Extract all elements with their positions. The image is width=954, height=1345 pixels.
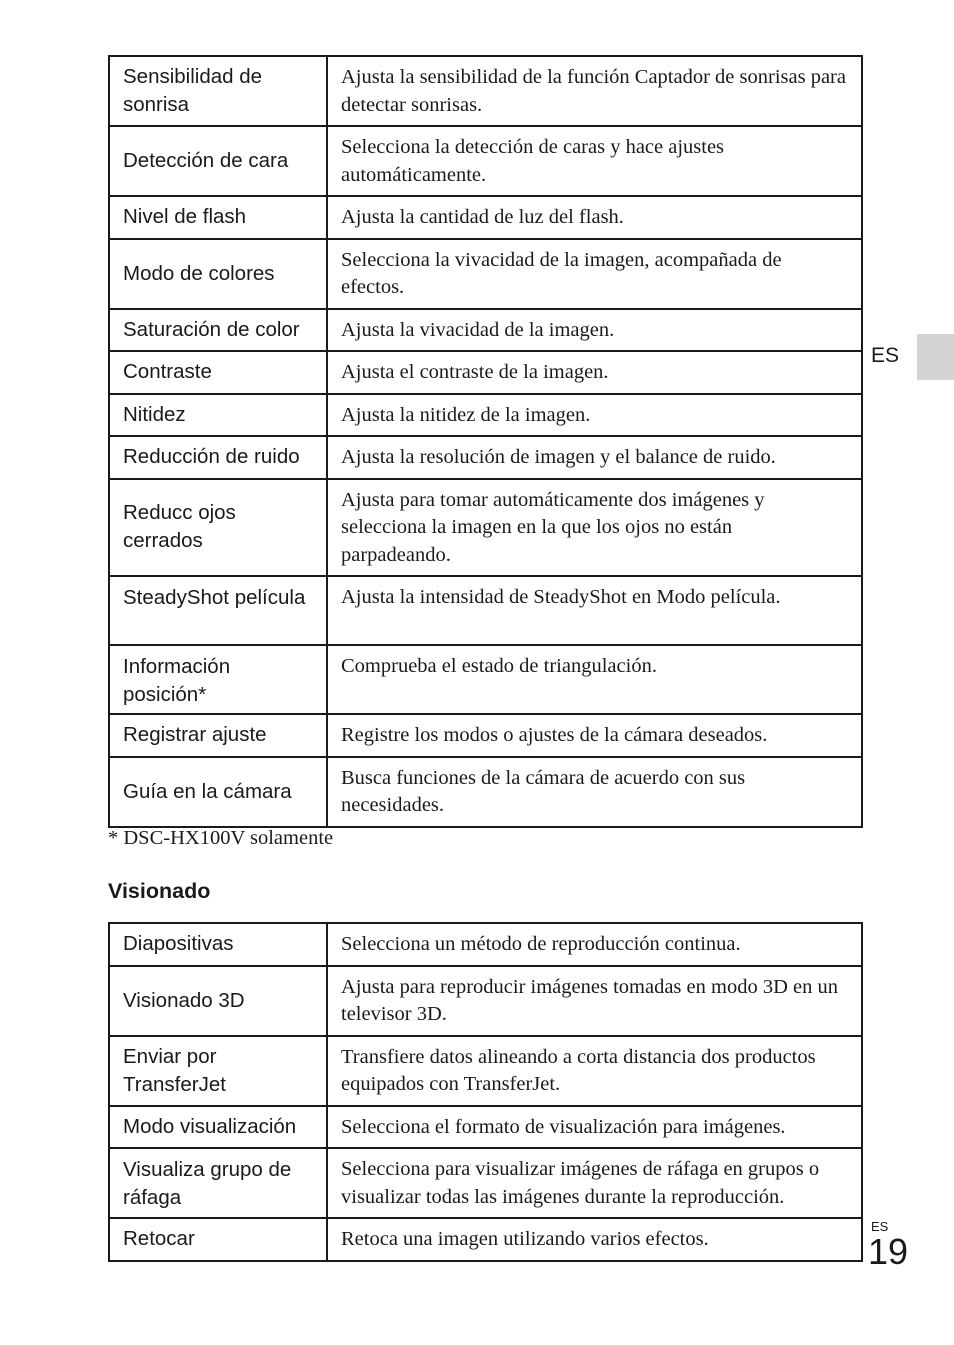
footnote: * DSC-HX100V solamente bbox=[108, 827, 334, 849]
setting-name: Saturación de color bbox=[109, 309, 327, 352]
setting-description: Ajusta la cantidad de luz del flash. bbox=[327, 196, 862, 239]
setting-description: Ajusta la resolución de imagen y el balance de ruido. bbox=[327, 436, 862, 479]
table-row bbox=[109, 1148, 862, 1218]
section-title: Visionado bbox=[108, 879, 211, 903]
table-row bbox=[109, 757, 862, 827]
setting-name: Modo visualización bbox=[109, 1106, 327, 1149]
setting-description: Ajusta para reproducir imágenes tomadas en modo 3D en un televisor 3D. bbox=[327, 966, 862, 1036]
settings-table bbox=[108, 55, 863, 828]
setting-name: Reducción de ruido bbox=[109, 436, 327, 479]
side-tab-marker bbox=[917, 334, 954, 380]
table-row bbox=[109, 714, 862, 757]
setting-name: Registrar ajuste bbox=[109, 714, 327, 757]
setting-description: Ajusta la sensibilidad de la función Captador de sonrisas para detectar sonrisas. bbox=[327, 56, 862, 126]
setting-name: Sensibilidad de sonrisa bbox=[109, 56, 327, 126]
table-row bbox=[109, 309, 862, 352]
playback-table bbox=[108, 922, 863, 1262]
setting-description: Ajusta la vivacidad de la imagen. bbox=[327, 309, 862, 352]
setting-description: Selecciona un método de reproducción continua. bbox=[327, 923, 862, 966]
setting-description: Transfiere datos alineando a corta distancia dos productos equipados con TransferJet. bbox=[327, 1036, 862, 1106]
setting-description: Ajusta la intensidad de SteadyShot en Modo película. bbox=[327, 576, 862, 645]
setting-description: Comprueba el estado de triangulación. bbox=[327, 645, 862, 714]
table-row bbox=[109, 966, 862, 1036]
side-language-label: ES bbox=[871, 344, 900, 367]
table-row bbox=[109, 645, 862, 714]
setting-description: Selecciona para visualizar imágenes de ráfaga en grupos o visualizar todas las imágenes durante la reproducción. bbox=[327, 1148, 862, 1218]
table-row bbox=[109, 394, 862, 437]
table-row bbox=[109, 126, 862, 196]
table-row bbox=[109, 351, 862, 394]
table-row bbox=[109, 196, 862, 239]
setting-name: Contraste bbox=[109, 351, 327, 394]
setting-description: Retoca una imagen utilizando varios efectos. bbox=[327, 1218, 862, 1261]
page-language-label: ES bbox=[871, 1219, 889, 1234]
setting-name: Nitidez bbox=[109, 394, 327, 437]
setting-description: Selecciona el formato de visualización para imágenes. bbox=[327, 1106, 862, 1149]
table-row bbox=[109, 479, 862, 577]
setting-description: Ajusta para tomar automáticamente dos imágenes y selecciona la imagen en la que los ojos no están parpadeando. bbox=[327, 479, 862, 577]
table-row bbox=[109, 923, 862, 966]
setting-name: SteadyShot película bbox=[109, 576, 327, 645]
setting-description: Busca funciones de la cámara de acuerdo con sus necesidades. bbox=[327, 757, 862, 827]
setting-name: Detección de cara bbox=[109, 126, 327, 196]
setting-description: Ajusta el contraste de la imagen. bbox=[327, 351, 862, 394]
table-row bbox=[109, 56, 862, 126]
table-row bbox=[109, 1218, 862, 1261]
setting-name: Diapositivas bbox=[109, 923, 327, 966]
setting-description: Selecciona la detección de caras y hace ajustes automáticamente. bbox=[327, 126, 862, 196]
table-row bbox=[109, 436, 862, 479]
setting-name: Modo de colores bbox=[109, 239, 327, 309]
setting-name: Reducc ojos cerrados bbox=[109, 479, 327, 577]
setting-name: Visionado 3D bbox=[109, 966, 327, 1036]
table-row bbox=[109, 576, 862, 645]
setting-name: Enviar por TransferJet bbox=[109, 1036, 327, 1106]
setting-name: Visualiza grupo de ráfaga bbox=[109, 1148, 327, 1218]
setting-description: Ajusta la nitidez de la imagen. bbox=[327, 394, 862, 437]
page-number: 19 bbox=[868, 1231, 909, 1272]
setting-name: Guía en la cámara bbox=[109, 757, 327, 827]
table-row bbox=[109, 1036, 862, 1106]
table-row bbox=[109, 239, 862, 309]
setting-name: Información posición* bbox=[109, 645, 327, 714]
setting-description: Registre los modos o ajustes de la cámara deseados. bbox=[327, 714, 862, 757]
table-row bbox=[109, 1106, 862, 1149]
setting-description: Selecciona la vivacidad de la imagen, acompañada de efectos. bbox=[327, 239, 862, 309]
setting-name: Retocar bbox=[109, 1218, 327, 1261]
setting-name: Nivel de flash bbox=[109, 196, 327, 239]
